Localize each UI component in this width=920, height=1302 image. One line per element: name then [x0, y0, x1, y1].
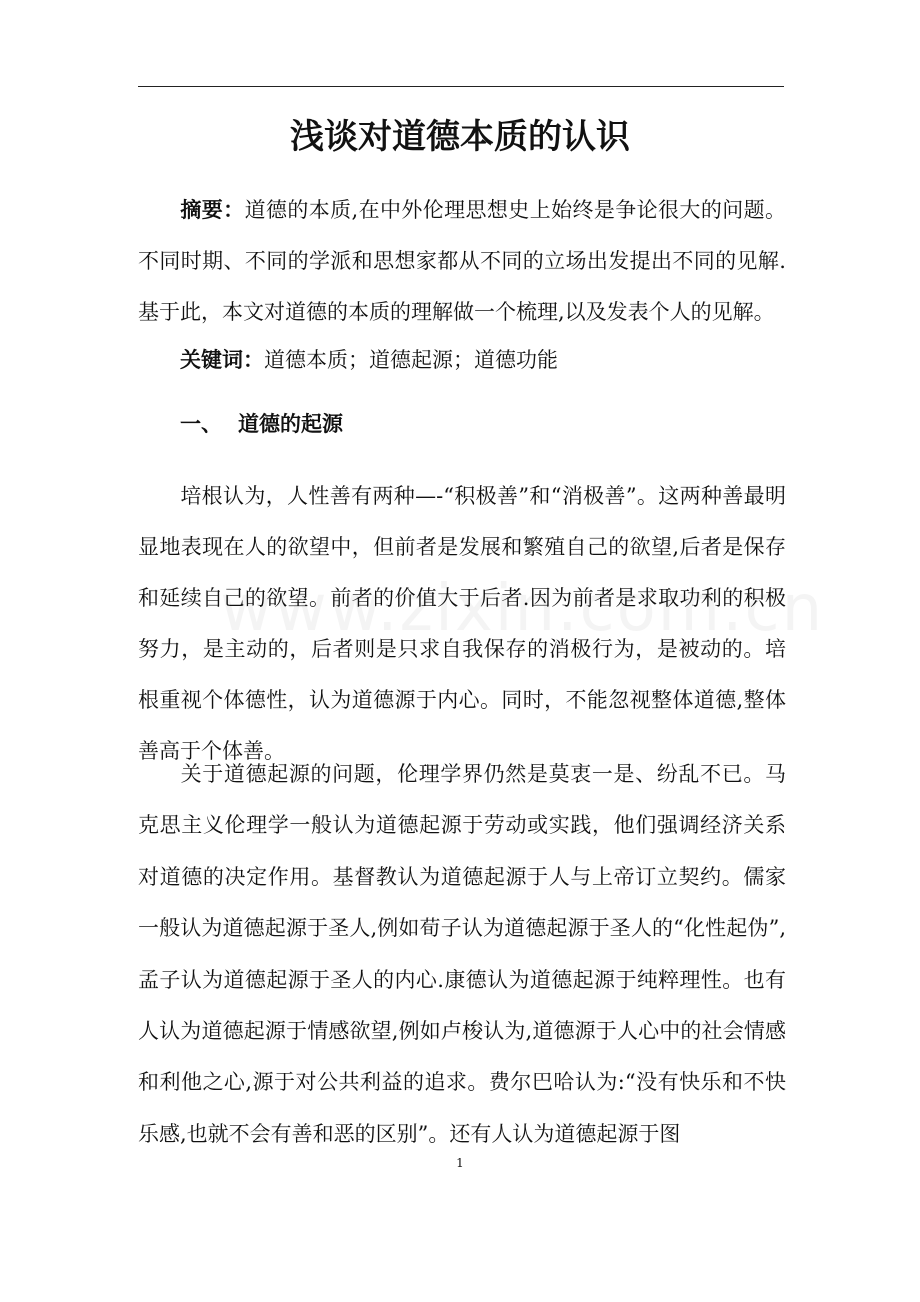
abstract-paragraph [138, 184, 786, 338]
section-heading [138, 406, 786, 442]
paragraph-text: 关于道德起源的问题，伦理学界仍然是莫衷一是、纷乱不已。马克思主义伦理学一般认为道德起源于劳动或实践，他们强调经济关系对道德的决定作用。基督教认为道德起源于人与上帝订立契约。儒家一般认为道德起源于圣人,例如荀子认为道德起源于圣人的“化性起伪”,孟子认为道德起源于圣人的内心.康德认为道德起源于纯粹理性。也有人认为道德起源于情感欲望,例如卢梭认为,道德源于人心中的社会情感和利他之心,源于对公共利益的追求。费尔巴哈认为:“没有快乐和不快乐感,也就不会有善和恶的区别”。还有人认为道德起源于图 [138, 762, 786, 1146]
section-number: 一、 [180, 411, 222, 436]
header-rule [138, 86, 784, 87]
keywords-text: 道德本质；道德起源；道德功能 [264, 348, 558, 372]
abstract-label: 摘要： [180, 197, 245, 222]
section-title: 道德的起源 [238, 411, 343, 436]
abstract-text: 道德的本质,在中外伦理思想史上始终是争论很大的问题。不同时期、不同的学派和思想家都从不同的立场出发提出不同的见解.基于此，本文对道德的本质的理解做一个梳理,以及发表个人的见解。 [138, 198, 786, 324]
paragraph-text: 培根认为，人性善有两种—-“积极善”和“消极善”。这两种善最明显地表现在人的欲望中，但前者是发展和繁殖自己的欲望,后者是保存和延续自己的欲望。前者的价值大于后者.因为前者是求取功利的积极努力，是主动的，后者则是只求自我保存的消极行为，是被动的。培根重视个体德性，认为道德源于内心。同时，不能忽视整体道德,整体善高于个体善。 [138, 484, 786, 763]
body-paragraph-1 [138, 471, 786, 777]
document-title: 浅谈对道德本质的认识 [290, 117, 630, 157]
keywords-paragraph [138, 342, 786, 378]
body-paragraph-2 [138, 749, 786, 1160]
keywords-label: 关键词： [180, 347, 264, 372]
page-number: 1 [456, 1156, 464, 1170]
